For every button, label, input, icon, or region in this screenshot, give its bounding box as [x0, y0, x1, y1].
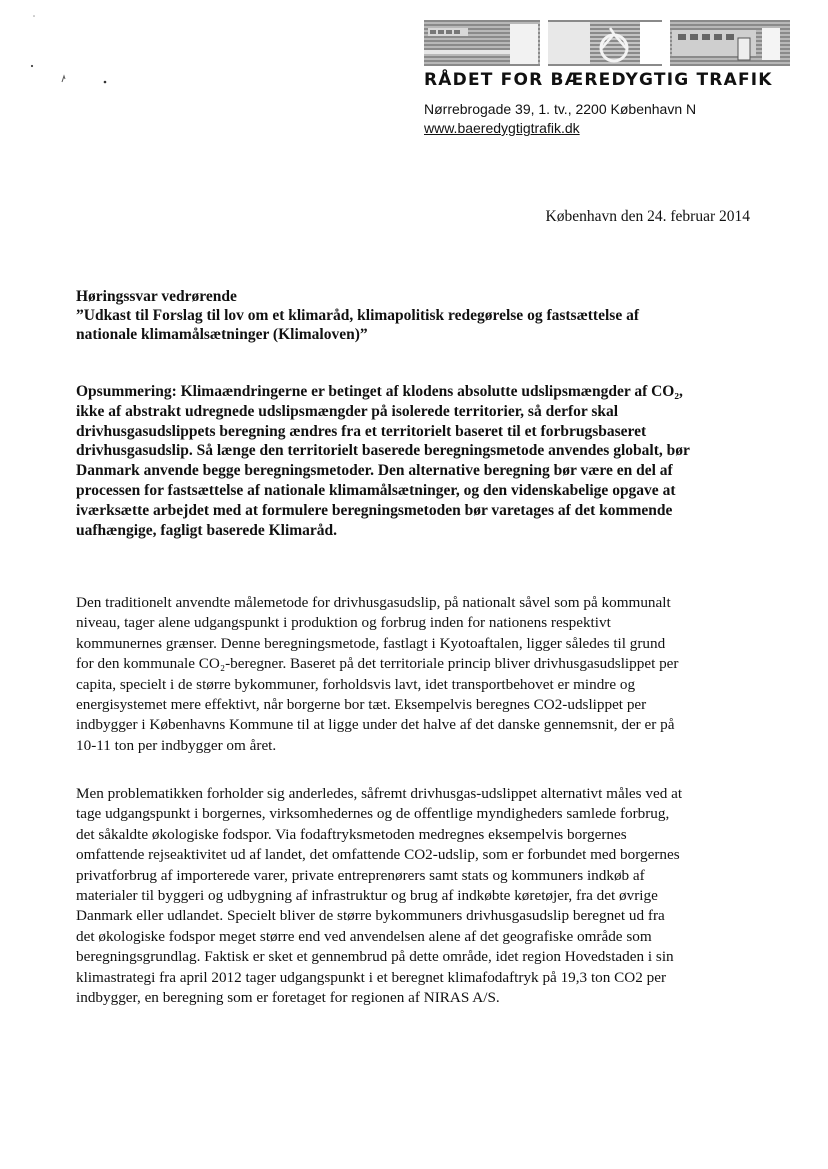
paragraph-line: privatforbrug af importerede varer, private entreprenørers samt stats og kommuners indkøb af	[76, 866, 645, 884]
summary-paragraph	[76, 382, 736, 540]
summary-line: Opsummering: Klimaændringerne er betinget af klodens absolutte udslipsmængder af CO₂,	[76, 383, 683, 400]
paragraph-line: Danmark eller udlandet. Specielt bliver de større bykommuners drivhusgasudslip beregnet ud fra	[76, 907, 665, 925]
paragraph-line: materialer til byggeri og udbygning af infrastruktur og brug af indkøbte køretøjer, fra det øvrige	[76, 887, 658, 905]
paragraph-line: klimastrategi fra april 2012 tager udgangspunkt i et beregnet klimafodaftryk på 19,3 ton CO2 per	[76, 968, 667, 986]
organization-logo	[424, 20, 790, 66]
paragraph-line: 10-11 ton per indbygger om året.	[76, 736, 277, 754]
bicycle-logo-segment	[544, 20, 662, 66]
summary-line: Danmark anvende begge beregningsmetoder. Den alternative beregning bør være en del af	[76, 462, 673, 480]
paragraph-line: energisystemet mere effektivt, når borgerne bor tæt. Eksempelvis beregnes CO2-udslippet per	[76, 696, 647, 714]
paragraph-line: det økologiske fodspor meget større end ved anvendelsen alene af det geografiske område som	[76, 927, 652, 945]
train-logo-segment	[670, 20, 790, 66]
summary-line: drivhusgasudslippets beregning ændres fra et territorielt baseret til et forbrugsbaseret	[76, 422, 647, 440]
letter-date: København den 24. februar 2014	[545, 208, 750, 225]
paragraph-line: tage udgangspunkt i borgernes, virksomhedernes og de offentlige myndigheders samlede forbrug,	[76, 805, 670, 823]
paragraph-line: indbygger i Københavns Kommune til at ligge under det halve af det danske gennemsnit, der er på	[76, 716, 675, 734]
summary-line: ikke af abstrakt udregnede udslipsmængder på isolerede territorier, så derfor skal	[76, 402, 619, 420]
paragraph-line: beregningsgrundlag. Faktisk er sket et gennembrud på dette område, idet region Hovedstaden i sin	[76, 948, 674, 966]
letter-subject	[76, 287, 756, 344]
paragraph-line: Den traditionelt anvendte målemetode for drivhusgasudslip, på nationalt såvel som på kommunalt	[76, 594, 671, 611]
paragraph-line: det såkaldte økologiske fodspor. Via fodaftryksmetoden medregnes eksempelvis borgernes	[76, 825, 627, 843]
subject-line: ”Udkast til Forslag til lov om et klimaråd, klimapolitisk redegørelse og fastsættelse af	[76, 307, 639, 324]
summary-line: uafhængige, fagligt baserede Klimaråd.	[76, 521, 338, 539]
organization-name: RÅDET FOR BÆREDYGTIG TRAFIK	[424, 70, 773, 90]
summary-line: drivhusgasudslip. Så længe den territorielt baserede beregningsmetode anvendes globalt, bør	[76, 442, 690, 460]
paragraph-line: indbygger, en beregning som er foretaget for regionen af NIRAS A/S.	[76, 989, 500, 1007]
paragraph-line: for den kommunale CO₂-beregner. Baseret på det territoriale princip bliver drivhusgasudslippet per	[76, 655, 679, 673]
organization-address: Nørrebrogade 39, 1. tv., 2200 København N	[424, 101, 697, 117]
paragraph-line: kommunernes grænser. Denne beregningsmetode, fastlagt i Kyotoaftalen, ligger således til grund	[76, 634, 666, 652]
subject-line: Høringssvar vedrørende	[76, 288, 237, 305]
paragraph-line: capita, specielt i de større bykommuner, forholdsvis lavt, idet transportbehovet er mindre og	[76, 675, 636, 693]
summary-line: processen for fastsættelse af nationale klimamålsætninger, og den videnskabelige opgave at	[76, 481, 676, 499]
body-paragraph-1	[76, 593, 741, 756]
bus-logo-segment	[424, 20, 540, 66]
subject-line: nationale klimamålsætninger (Klimaloven)”	[76, 326, 368, 343]
paragraph-line: omfattende rejseaktivitet ud af landet, det omfattende CO2-udslip, som er forbundet med borgernes	[76, 846, 680, 864]
scan-marks	[28, 10, 118, 90]
summary-line: iværksætte arbejdet med at formulere beregningsmetoden bør varetages af det kommende	[76, 501, 673, 519]
organization-website-link[interactable]: www.baeredygtigtrafik.dk	[424, 120, 580, 136]
paragraph-line: Men problematikken forholder sig anderledes, såfremt drivhusgas-udslippet alternativt måles ved at	[76, 785, 683, 802]
paragraph-line: niveau, tager alene udgangspunkt i produktion og forbrug inden for nationens respektivt	[76, 614, 611, 632]
body-paragraph-2	[76, 784, 746, 1008]
